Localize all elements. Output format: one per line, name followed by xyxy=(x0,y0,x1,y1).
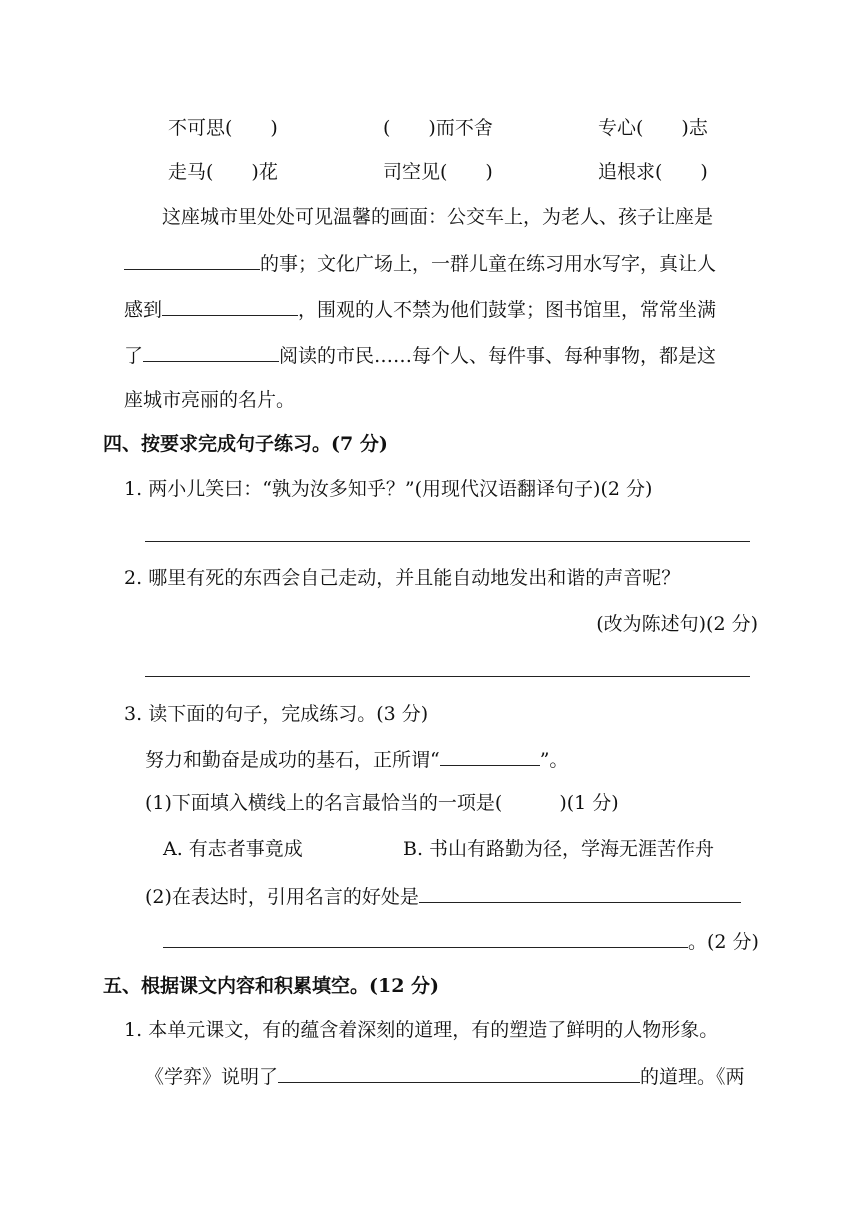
s4-question-2: 2. 哪里有死的东西会自己走动，并且能自动地发出和谐的声音呢？ xyxy=(124,567,681,589)
s4-q3-sub1: (1)下面填入横线上的名言最恰当的一项是( )(1 分) xyxy=(145,792,619,814)
idiom-4: 走马( )花 xyxy=(168,161,278,183)
blank-xueyi[interactable] xyxy=(278,1062,640,1083)
s4-question-2-note: (改为陈述句)(2 分) xyxy=(596,613,758,635)
passage-line-4: 了 阅读的市民……每个人、每件事、每种事物，都是这 xyxy=(124,341,716,369)
passage-line-1: 这座城市里处处可见温馨的画面：公交车上，为老人、孩子让座是 xyxy=(162,206,714,228)
s5-question-1-line2: 《学弈》说明了 的道理。《两 xyxy=(145,1062,745,1090)
blank-2[interactable] xyxy=(162,295,298,316)
passage-line-3: 感到 ，围观的人不禁为他们鼓掌；图书馆里，常常坐满 xyxy=(124,295,716,323)
blank-benefit-1[interactable] xyxy=(419,882,741,903)
s4-question-3: 3. 读下面的句子，完成练习。(3 分) xyxy=(124,703,429,725)
section-5-title: 五、根据课文内容和积累填空。(12 分) xyxy=(103,975,440,997)
s5-question-1: 1. 本单元课文，有的蕴含着深刻的道理，有的塑造了鲜明的人物形象。 xyxy=(124,1019,719,1041)
idiom-2: ( )而不舍 xyxy=(383,117,493,139)
s4-q3-sub2: (2)在表达时，引用名言的好处是 xyxy=(145,882,741,910)
section-4-title: 四、按要求完成句子练习。(7 分) xyxy=(103,433,388,455)
s4-q3-sub2-line2: 。(2 分) xyxy=(163,927,759,955)
answer-line-1[interactable] xyxy=(145,541,750,542)
option-a[interactable]: A. 有志者事竟成 xyxy=(163,838,303,860)
blank-proverb[interactable] xyxy=(440,745,540,766)
idiom-3: 专心( )志 xyxy=(598,117,708,139)
option-b[interactable]: B. 书山有路勤为径，学海无涯苦作舟 xyxy=(403,838,715,860)
blank-benefit-2[interactable] xyxy=(163,927,688,948)
blank-3[interactable] xyxy=(143,341,279,362)
s4-question-1: 1. 两小儿笑曰：“孰为汝多知乎？”(用现代汉语翻译句子)(2 分) xyxy=(124,478,653,500)
passage-line-5: 座城市亮丽的名片。 xyxy=(124,389,296,411)
idiom-6: 追根求( ) xyxy=(598,161,708,183)
s4-q3-sentence: 努力和勤奋是成功的基石，正所谓“ ”。 xyxy=(145,745,568,773)
idiom-5: 司空见( ) xyxy=(383,161,493,183)
passage-line-2: 的事；文化广场上，一群儿童在练习用水写字，真让人 xyxy=(124,249,716,277)
blank-1[interactable] xyxy=(124,249,260,270)
answer-line-2[interactable] xyxy=(145,676,750,677)
idiom-1: 不可思( ) xyxy=(168,117,278,139)
